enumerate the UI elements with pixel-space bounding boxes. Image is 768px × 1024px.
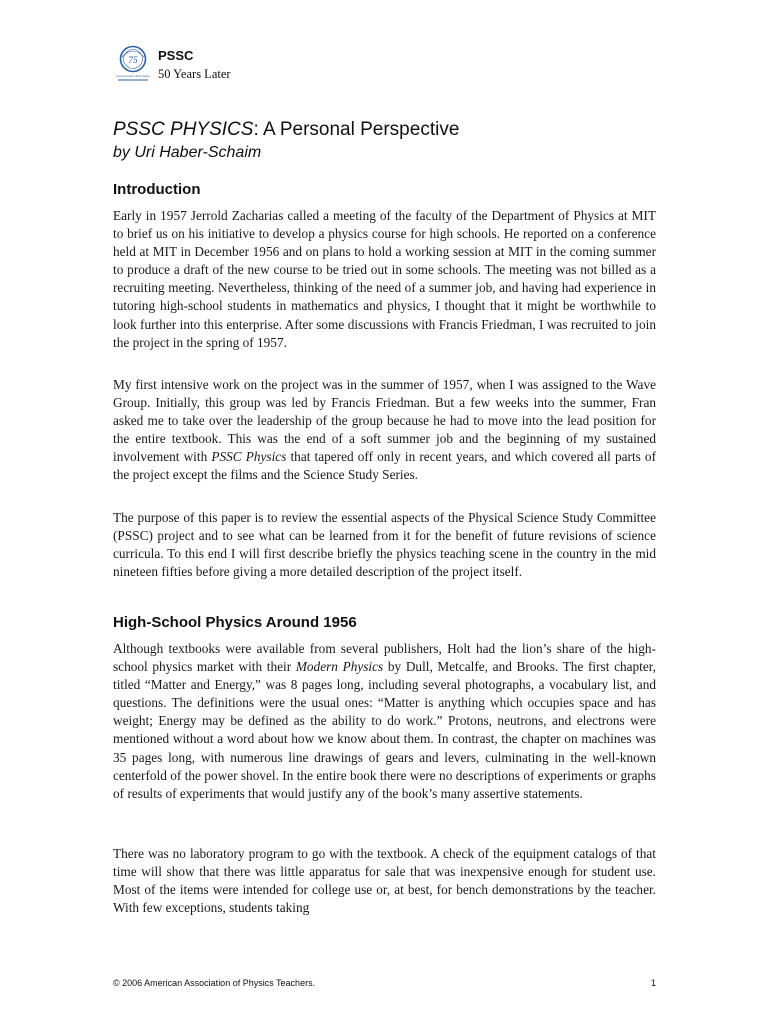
document-title <box>113 118 658 142</box>
page-number: 1 <box>650 978 656 988</box>
aapt-logo-icon <box>113 44 153 84</box>
header-title: PSSC <box>158 48 194 63</box>
paragraph: The purpose of this paper is to review the essential aspects of the Physical Science Study Committee (PSSC) project and to see what can be learned from it for the benefit of future revisions of science curricula. To this end I will first describe briefly the physics teaching scene in the country in the mid nineteen fifties before giving a more detailed description of the project itself. <box>113 510 656 580</box>
document-title-italic: PSSC PHYSICS <box>113 119 254 140</box>
document-author: by Uri Haber-Schaim <box>113 144 262 161</box>
section-heading-introduction: Introduction <box>113 181 201 198</box>
emphasis: Modern Physics <box>295 659 384 675</box>
paragraph: There was no laboratory program to go with the textbook. A check of the equipment catalogs of that time will show that there was little apparatus for sale that was inexpensive enough for student use. Most of the items were intended for college use or, at best, for bench demonstrations by the teacher. With few exceptions, students taking <box>113 846 656 916</box>
document-title-rest: : A Personal Perspective <box>253 119 460 140</box>
footer-copyright: © 2006 American Association of Physics Teachers. <box>113 978 316 988</box>
paragraph: My first intensive work on the project was in the summer of 1957, when I was assigned to the Wave Group. Initially, this group was led by Francis Friedman. But a few weeks into the summer, Fran asked me to take over the leadership of the group because he had to move into the lead position for the entire textbook. This was the end of a soft summer job and the beginning of my sustained involvement with PSSC Physics that tapered off only in recent years, and which covered all parts of the project except the films and the Science Study Series. <box>113 377 656 483</box>
header-subtitle: 50 Years Later <box>158 67 231 81</box>
logo-number: 75 <box>128 56 138 66</box>
logo-caption: American Association of Physics Teachers <box>116 75 151 78</box>
paragraph: Early in 1957 Jerrold Zacharias called a meeting of the faculty of the Department of Physics at MIT to brief us on his initiative to develop a physics course for high schools. He reported on a conference held at MIT in December 1956 and on plans to hold a working session at MIT in the coming summer to produce a draft of the new course to be tried out in some schools. The meeting was not billed as a recruiting meeting. Nevertheless, thinking of the need of a summer job, and having had experience in tutoring high-school students in mathematics and physics, I thought that it might be worthwhile to look further into this enterprise. After some discussions with Francis Friedman, I was recruited to join the project in the spring of 1957. <box>113 208 656 350</box>
emphasis: PSSC Physics <box>211 449 287 465</box>
paragraph: Although textbooks were available from several publishers, Holt had the lion’s share of the high-school physics market with their Modern Physics by Dull, Metcalfe, and Brooks. The first chapter, titled “Matter and Energy,” was 8 pages long, including several photographs, a vocabulary list, and questions. The definitions were the usual ones: “Matter is anything which occupies space and has weight; Energy may be defined as the ability to do work.” Protons, neutrons, and electrons were mentioned without a word about how we know about them. In contrast, the chapter on machines was 35 pages long, with numerous line drawings of gears and levers, culminating in the well-known centerfold of the power shovel. In the entire book there were no descriptions of experiments or graphs of results of experiments that would justify any of the book’s many assertive statements. <box>113 641 656 801</box>
page-header <box>113 44 363 90</box>
section-heading-high-school-physics: High-School Physics Around 1956 <box>113 614 357 631</box>
title-block <box>113 118 658 163</box>
